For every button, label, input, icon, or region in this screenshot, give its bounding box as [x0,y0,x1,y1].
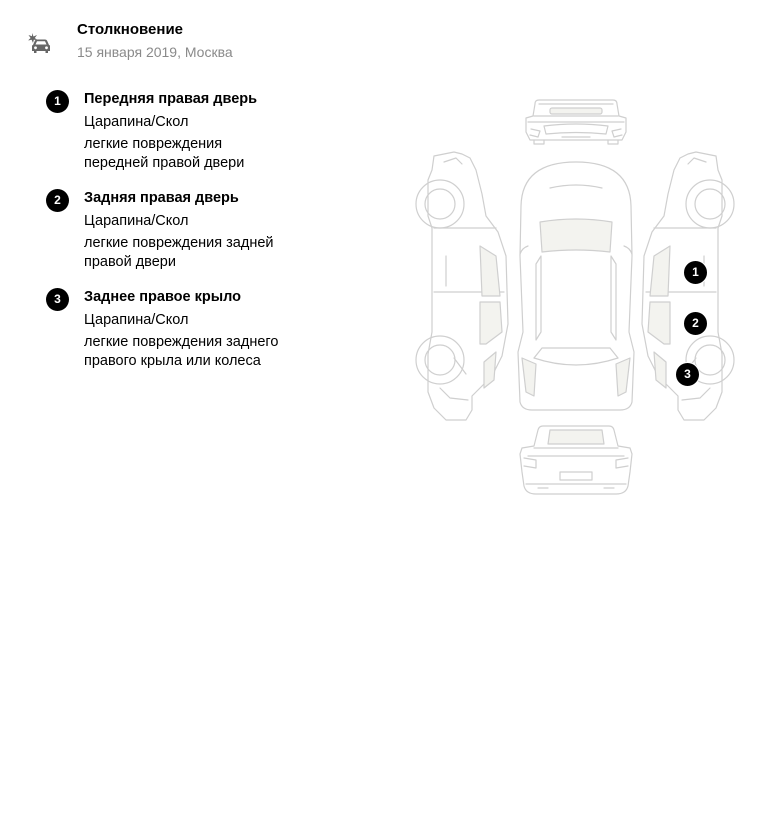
car-crash-icon [26,30,54,58]
damage-number-badge: 1 [46,90,69,113]
damage-description: легкие повреждения передней правой двери [84,136,245,171]
damage-item [45,187,305,272]
damage-title: Задняя правая дверь [84,190,239,206]
damage-type: Царапина/Скол [84,312,189,328]
damage-number-badge: 3 [46,288,69,311]
event-title: Столкновение [77,21,184,38]
event-header [0,0,764,80]
damage-type: Царапина/Скол [84,213,189,229]
damage-title: Заднее правое крыло [84,289,241,305]
diagram-marker-rear-right-door: 2 [683,311,708,336]
damage-title: Передняя правая дверь [84,91,258,107]
diagram-marker-rear-right-fender: 3 [675,362,700,387]
car-front-view [526,100,626,144]
damage-description: легкие повреждения заднего правого крыла или колеса [84,334,279,369]
event-date-location: 15 января 2019, Москва [77,44,233,60]
damage-item [45,88,305,173]
damage-number-badge: 2 [46,189,69,212]
damage-item [45,286,305,371]
car-top-view [518,162,634,410]
diagram-marker-front-right-door: 1 [683,260,708,285]
car-rear-view [520,426,632,494]
damage-type: Царапина/Скол [84,114,189,130]
car-damage-diagram [410,96,740,498]
damage-list [45,88,305,385]
car-left-side-view [416,152,508,420]
damage-description: легкие повреждения задней правой двери [84,235,274,270]
car-outline-diagram [410,96,740,498]
